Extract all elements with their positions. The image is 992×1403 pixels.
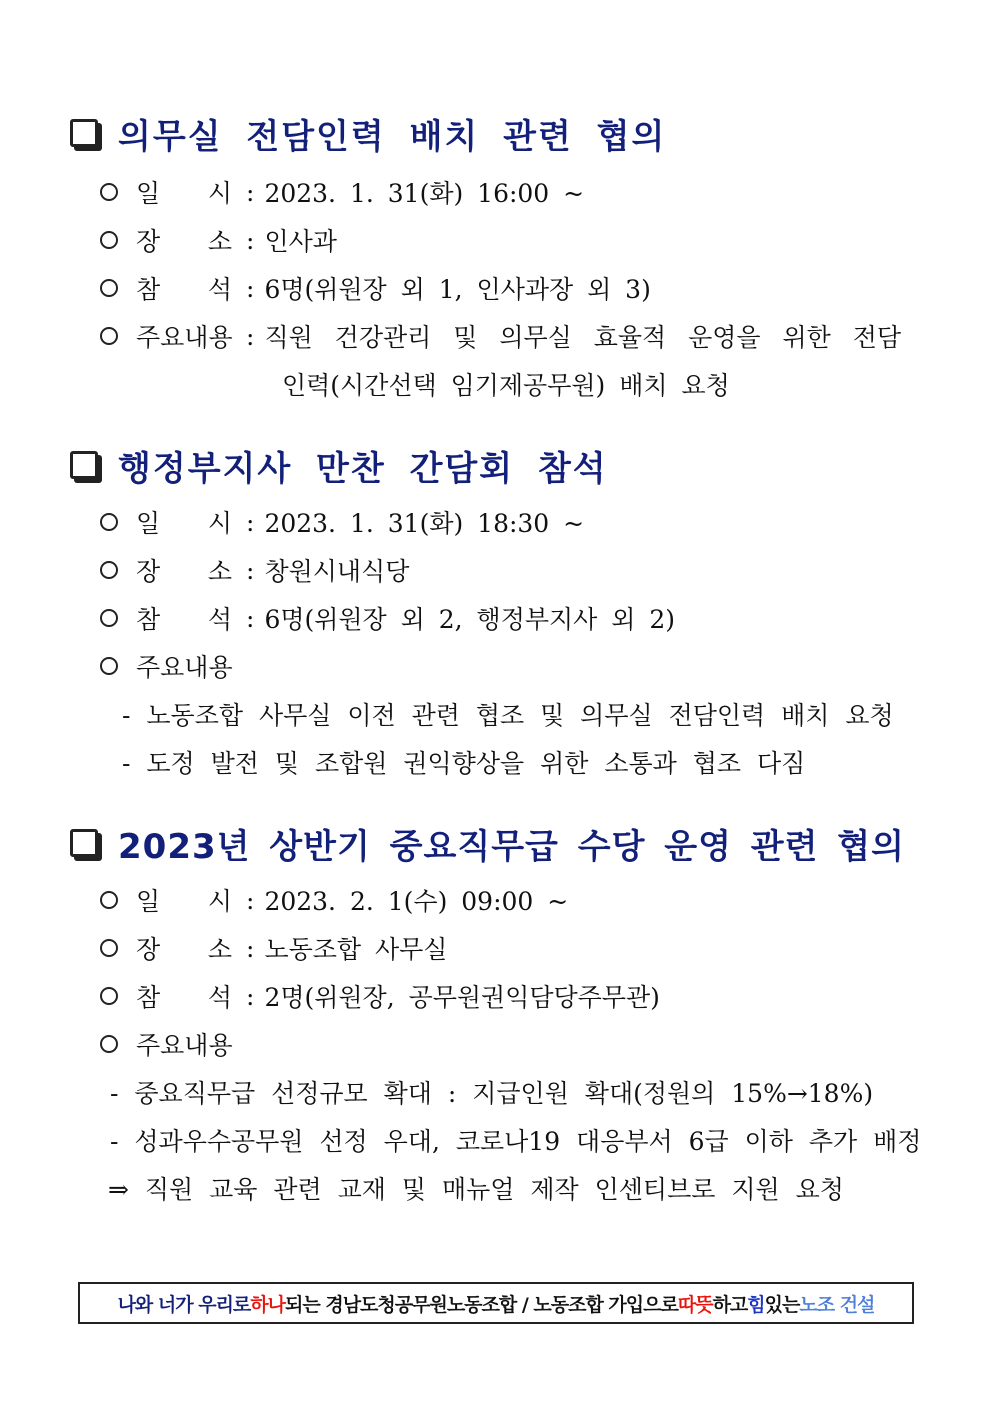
circle-bullet-icon bbox=[100, 939, 118, 957]
section-3-content-row bbox=[100, 1024, 246, 1064]
circle-bullet-icon bbox=[100, 183, 118, 201]
content-label: 주요내용 bbox=[136, 323, 233, 352]
section-1-content-line1: 직원 건강관리 및 의무실 효율적 운영을 위한 전담 bbox=[264, 323, 902, 352]
circle-bullet-icon bbox=[100, 231, 118, 249]
section-2-item-2: - 도정 발전 및 조합원 권익향상을 위한 소통과 협조 다짐 bbox=[122, 749, 806, 778]
circle-bullet-icon bbox=[100, 657, 118, 675]
section-1-date-row: 일 시 : 2023. 1. 31(화) 16:00 ~ bbox=[100, 172, 584, 212]
section-3-item-3: ⇒ 직원 교육 관련 교재 및 매뉴얼 제작 인센티브로 지원 요청 bbox=[108, 1175, 844, 1204]
section-3-item-1: - 중요직무급 선정규모 확대 : 지급인원 확대(정원의 15%→18%) bbox=[110, 1079, 874, 1108]
checkbox-square-icon bbox=[70, 451, 98, 479]
slogan-part-4: 따뜻 bbox=[677, 1293, 713, 1316]
section-3-place-row: 장 소 : 노동조합 사무실 bbox=[100, 928, 447, 968]
slogan-part-8: 노조 건설 bbox=[799, 1293, 875, 1316]
circle-bullet-icon bbox=[100, 609, 118, 627]
section-3-date-value: 2023. 2. 1(수) 09:00 ~ bbox=[264, 887, 569, 916]
circle-bullet-icon bbox=[100, 561, 118, 579]
section-3-title: 2023년 상반기 중요직무급 수당 운영 관련 협의 bbox=[118, 826, 905, 867]
section-1-place-row: 장 소 : 인사과 bbox=[100, 220, 337, 260]
section-3-place-value: 노동조합 사무실 bbox=[264, 935, 448, 964]
content-label: 주요내용 bbox=[136, 653, 233, 682]
section-3-item-2: - 성과우수공무원 선정 우대, 코로나19 대응부서 6급 이하 추가 배정 bbox=[110, 1127, 922, 1156]
content-label: 주요내용 bbox=[136, 1031, 233, 1060]
section-1-attend-value: 6명(위원장 외 1, 인사과장 외 3) bbox=[264, 275, 651, 304]
section-3-attend-value: 2명(위원장, 공무원권익담당주무관) bbox=[264, 983, 660, 1012]
slogan-part-2: 하나 bbox=[250, 1293, 286, 1316]
section-3-heading bbox=[70, 820, 905, 866]
section-1-attend-row: 참 석 : 6명(위원장 외 1, 인사과장 외 3) bbox=[100, 268, 651, 308]
slogan-part-3: 되는 경남도청공무원노동조합 / 노동조합 가입으로 bbox=[285, 1293, 678, 1316]
section-1-content-row: 주요내용 : 직원 건강관리 및 의무실 효율적 운영을 위한 전담 bbox=[100, 316, 901, 356]
section-1-heading bbox=[70, 110, 666, 156]
circle-bullet-icon bbox=[100, 279, 118, 297]
circle-bullet-icon bbox=[100, 513, 118, 531]
section-2-place-row: 장 소 : 창원시내식당 bbox=[100, 550, 409, 590]
section-1-place-value: 인사과 bbox=[264, 227, 337, 256]
slogan-part-1: 나와 너가 우리로 bbox=[117, 1293, 251, 1316]
checkbox-square-icon bbox=[70, 119, 98, 147]
footer-slogan-box bbox=[78, 1282, 914, 1324]
section-2-attend-row: 참 석 : 6명(위원장 외 2, 행정부지사 외 2) bbox=[100, 598, 675, 638]
section-1-date-value: 2023. 1. 31(화) 16:00 ~ bbox=[264, 179, 585, 208]
section-1-content-line2: 인력(시간선택 임기제공무원) 배치 요청 bbox=[282, 371, 730, 400]
circle-bullet-icon bbox=[100, 1035, 118, 1053]
checkbox-square-icon bbox=[70, 829, 98, 857]
section-2-content-row bbox=[100, 646, 246, 686]
section-3-attend-row: 참 석 : 2명(위원장, 공무원권익담당주무관) bbox=[100, 976, 660, 1016]
slogan-part-6: 힘 bbox=[747, 1293, 765, 1316]
circle-bullet-icon bbox=[100, 987, 118, 1005]
section-1-title: 의무실 전담인력 배치 관련 협의 bbox=[118, 116, 667, 157]
section-2-item-1: - 노동조합 사무실 이전 관련 협조 및 의무실 전담인력 배치 요청 bbox=[122, 701, 894, 730]
section-2-date-row: 일 시 : 2023. 1. 31(화) 18:30 ~ bbox=[100, 502, 584, 542]
section-2-heading bbox=[70, 442, 608, 488]
circle-bullet-icon bbox=[100, 327, 118, 345]
slogan-part-5: 하고 bbox=[712, 1293, 748, 1316]
section-2-date-value: 2023. 1. 31(화) 18:30 ~ bbox=[264, 509, 585, 538]
circle-bullet-icon bbox=[100, 891, 118, 909]
section-2-place-value: 창원시내식당 bbox=[264, 557, 410, 586]
slogan-part-7: 있는 bbox=[764, 1293, 800, 1316]
section-2-title: 행정부지사 만찬 간담회 참석 bbox=[118, 448, 608, 489]
section-3-date-row: 일 시 : 2023. 2. 1(수) 09:00 ~ bbox=[100, 880, 568, 920]
section-2-attend-value: 6명(위원장 외 2, 행정부지사 외 2) bbox=[264, 605, 675, 634]
